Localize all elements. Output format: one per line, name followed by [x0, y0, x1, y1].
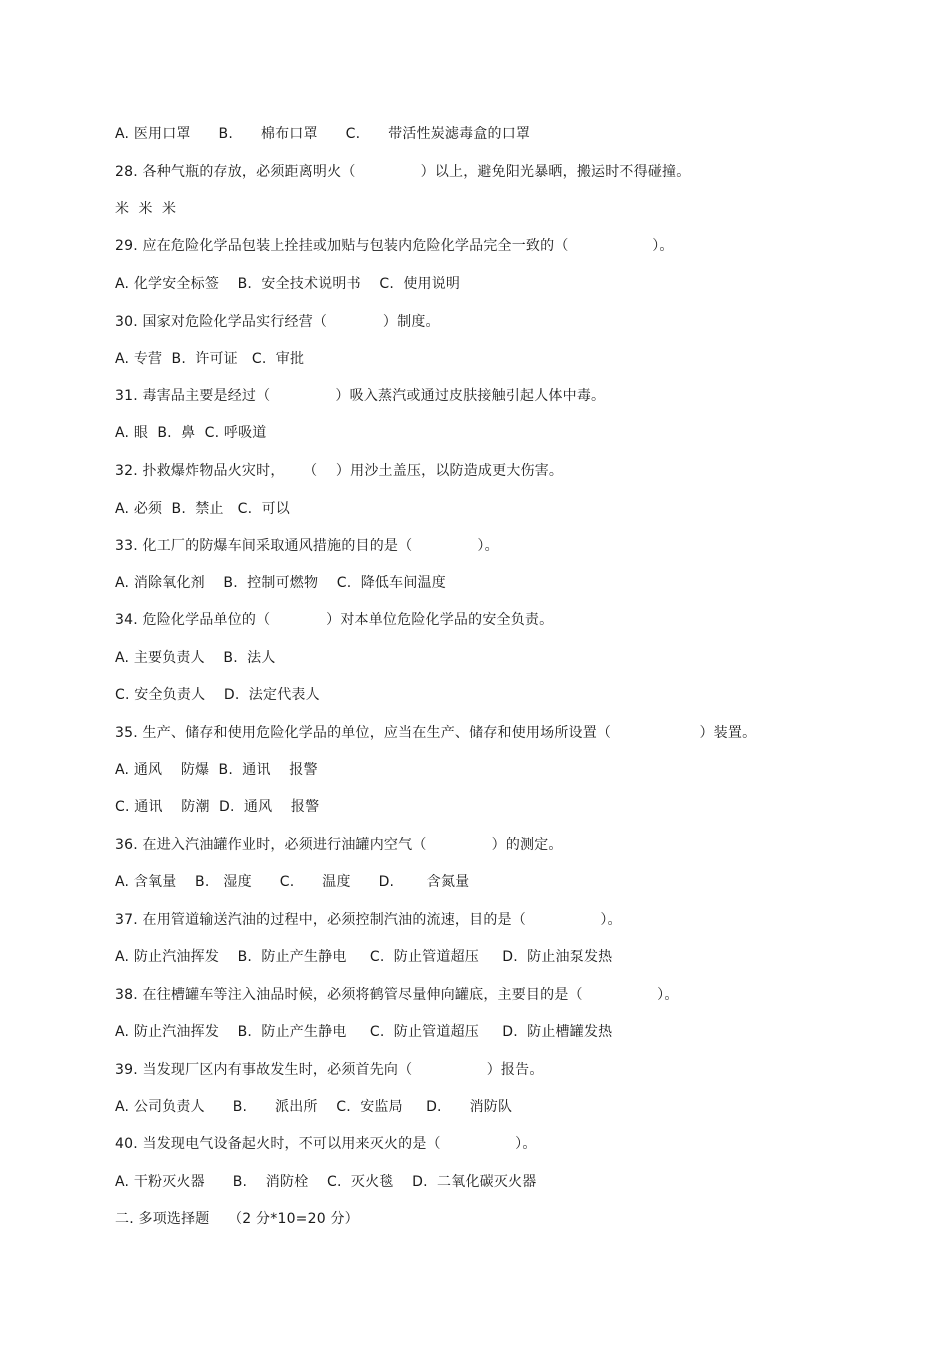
q40-question: 40. 当发现电气设备起火时，不可以用来灭火的是（ ）。	[115, 1136, 537, 1152]
q29-question: 29. 应在危险化学品包装上拴挂或加贴与包装内危险化学品完全一致的（ ）。	[115, 238, 674, 254]
section-heading-multiple-choice: 二. 多项选择题 （2 分*10=20 分）	[115, 1211, 359, 1227]
q28-options: 米 米 米	[115, 201, 177, 217]
q38-question: 38. 在往槽罐车等注入油品时候，必须将鹤管尽量伸向罐底，主要目的是（ ）。	[115, 987, 679, 1003]
q36-question: 36. 在进入汽油罐作业时，必须进行油罐内空气（ ）的测定。	[115, 837, 563, 853]
q30-options: A. 专营 B. 许可证 C. 审批	[115, 351, 305, 367]
q32-options: A. 必须 B. 禁止 C. 可以	[115, 501, 290, 517]
q33-question: 33. 化工厂的防爆车间采取通风措施的目的是（ ）。	[115, 538, 499, 554]
q39-question: 39. 当发现厂区内有事故发生时，必须首先向（ ）报告。	[115, 1062, 544, 1078]
q40-options: A. 干粉灭火器 B. 消防栓 C. 灭火毯 D. 二氧化碳灭火器	[115, 1174, 537, 1190]
q38-options: A. 防止汽油挥发 B. 防止产生静电 C. 防止管道超压 D. 防止槽罐发热	[115, 1024, 613, 1040]
q35-question: 35. 生产、储存和使用危险化学品的单位，应当在生产、储存和使用场所设置（ ）装置。	[115, 725, 757, 741]
q30-question: 30. 国家对危险化学品实行经营（ ）制度。	[115, 314, 440, 330]
q27-options: A. 医用口罩 B. 棉布口罩 C. 带活性炭滤毒盒的口罩	[115, 126, 531, 142]
q39-options: A. 公司负责人 B. 派出所 C. 安监局 D. 消防队	[115, 1099, 513, 1115]
q35-options-row2: C. 通讯 防潮 D. 通风 报警	[115, 799, 320, 815]
q31-question: 31. 毒害品主要是经过（ ）吸入蒸汽或通过皮肤接触引起人体中毒。	[115, 388, 606, 404]
q28-question: 28. 各种气瓶的存放，必须距离明火（ ）以上，避免阳光暴晒，搬运时不得碰撞。	[115, 164, 691, 180]
q36-options: A. 含氧量 B. 湿度 C. 温度 D. 含氮量	[115, 874, 470, 890]
q37-question: 37. 在用管道输送汽油的过程中，必须控制汽油的流速，目的是（ ）。	[115, 912, 622, 928]
q34-options-row2: C. 安全负责人 D. 法定代表人	[115, 687, 320, 703]
q37-options: A. 防止汽油挥发 B. 防止产生静电 C. 防止管道超压 D. 防止油泵发热	[115, 949, 613, 965]
q33-options: A. 消除氧化剂 B. 控制可燃物 C. 降低车间温度	[115, 575, 446, 591]
q31-options: A. 眼 B. 鼻 C. 呼吸道	[115, 425, 267, 441]
q29-options: A. 化学安全标签 B. 安全技术说明书 C. 使用说明	[115, 276, 461, 292]
q32-question: 32. 扑救爆炸物品火灾时， （ ）用沙土盖压，以防造成更大伤害。	[115, 463, 564, 479]
q34-question: 34. 危险化学品单位的（ ）对本单位危险化学品的安全负责。	[115, 612, 554, 628]
q35-options-row1: A. 通风 防爆 B. 通讯 报警	[115, 762, 318, 778]
q34-options-row1: A. 主要负责人 B. 法人	[115, 650, 276, 666]
